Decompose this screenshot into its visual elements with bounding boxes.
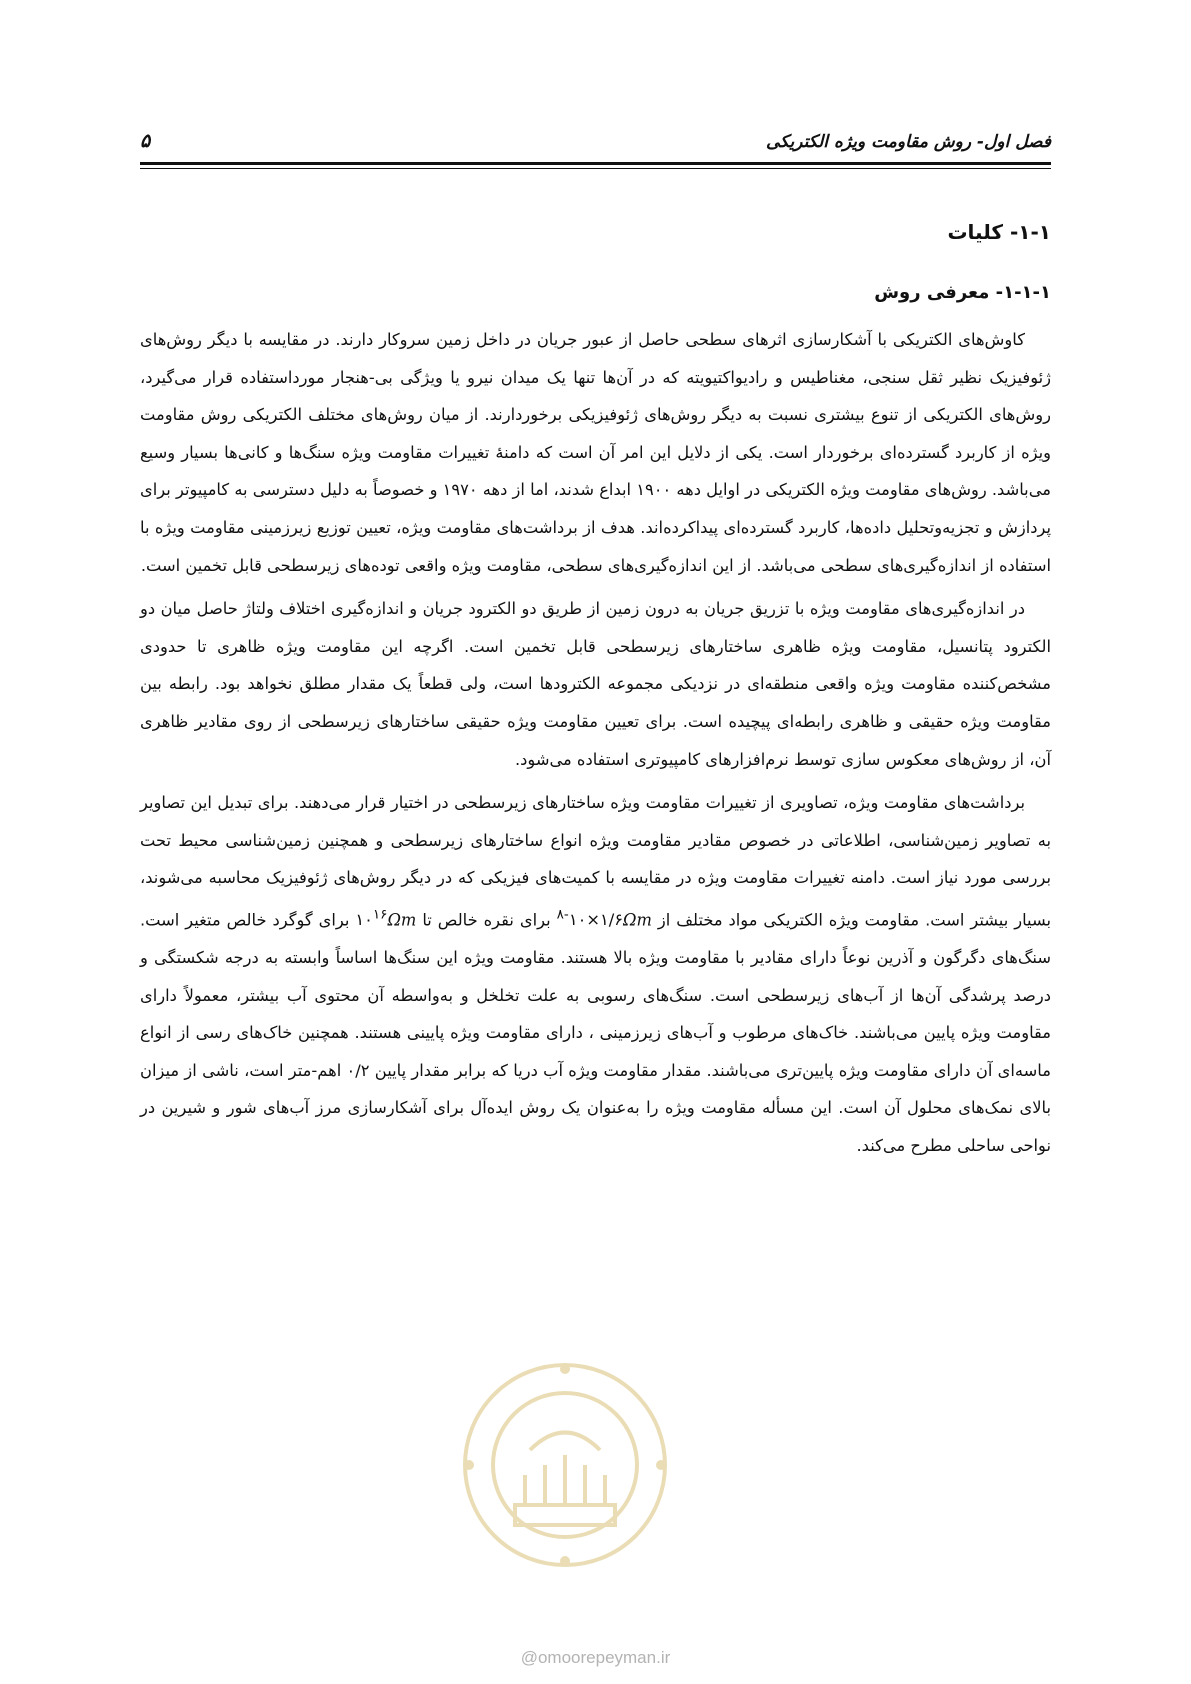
section-heading: ۱-۱- کلیات [947, 220, 1051, 244]
paragraph-2: در اندازه‌گیری‌های مقاومت ویژه با تزریق جریان به درون زمین از طریق دو الکترود جریان و اندازه‌گیری اختلاف ولتاژ حاصل میان دو الکترود پتانسیل، مقاومت ویژه ظاهری ساختارهای زیرسطحی قابل تخمین است. اگرچه این مقاومت ویژه ظاهری تا حدودی مشخص‌کننده مقاومت ویژه واقعی منطقه‌ای در نزدیکی مجموعه الکترودها است، ولی قطعاً یک مقدار مطلق نخواهد بود. رابطه بین مقاومت ویژه حقیقی و ظاهری رابطه‌ای پیچیده است. برای تعیین مقاومت ویژه حقیقی ساختارهای زیرسطحی از روی مقادیر ظاهری آن، از روش‌های معکوس سازی توسط نرم‌افزارهای کامپیوتری استفاده می‌شود. [140, 599, 1051, 769]
paragraph-3-text-a: برداشت‌های مقاومت ویژه، تصاویری از تغییرات مقاومت ویژه ساختارهای زیرسطحی در اختیار قرار می‌دهند. برای تبدیل این تصاویر به تصاویر زمین‌شناسی، اطلاعاتی در خصوص مقادیر مقاومت ویژه انواع ساختارهای زیرسطحی و همچنین زمین‌شناسی محیط تحت بررسی مورد نیاز است. دامنه تغییرات مقاومت ویژه در مقایسه با کمیت‌های فیزیکی که در دیگر روش‌های ژئوفیزیک محاسبه می‌شوند، بسیار بیشتر است. مقاومت ویژه الکتریکی مواد مختلف از [140, 793, 1051, 930]
value-silver-mantissa: ۱/۶×۱۰ [568, 910, 623, 930]
watermark-url: @omoorepeyman.ir [520, 1648, 671, 1667]
value-silver [556, 906, 623, 930]
body-content [140, 210, 1051, 1164]
paragraph-3 [140, 784, 1051, 1164]
paragraph-3-text-c: برای گوگرد خالص متغیر است. سنگ‌های دگرگون و آذرین نوعاً دارای مقادیر با مقاومت ویژه بالا هستند. مقاومت ویژه این سنگ‌ها اساساً وابسته به درجه شکستگی و درصد پرشدگی آن‌ها از آب‌های زیرسطحی است. سنگ‌های رسوبی به علت تخلخل و به‌واسطه آن محتوی آب بیشتر، معمولاً دارای مقاومت ویژه پایین می‌باشند. خاک‌های مرطوب و آب‌های زیرزمینی ، دارای مقاومت ویژه پایینی هستند. همچنین خاک‌های رسی از انواع ماسه‌ای آن دارای مقاومت ویژه پایین‌تری می‌باشند. مقدار مقاومت ویژه آب دریا که برابر مقدار پایین ۰/۲ اهم-متر است، ناشی از میزان بالای نمک‌های محلول آن است. این مسأله مقاومت ویژه را به‌عنوان یک روش ایده‌آل برای آشکارسازی مرز آب‌های شور و شیرین در نواحی ساحلی مطرح می‌کند. [140, 910, 1051, 1155]
page-number: ۵ [140, 130, 151, 152]
header-rule-thick [140, 162, 1051, 165]
header-rule-thin [140, 168, 1051, 169]
value-silver-exponent: -۸ [556, 906, 569, 923]
subsection-heading: ۱-۱-۱- معرفی روش [874, 282, 1051, 303]
ohm-unit-1: Ωm [622, 910, 652, 930]
running-header [140, 128, 1051, 158]
paragraph-1: کاوش‌های الکتریکی با آشکارسازی اثرهای سطحی حاصل از عبور جریان در داخل زمین سروکار دارند. در مقایسه با دیگر روش‌های ژئوفیزیک نظیر ثقل سنجی، مغناطیس و رادیواکتیویته که در آن‌ها تنها یک میدان نیرو یا ویژگی بی-هنجار مورداستفاده قرار می‌گیرد، روش‌های الکتریکی از تنوع بیشتری نسبت به دیگر روش‌های ژئوفیزیکی برخوردارند. از میان روش‌های مختلف الکتریکی روش مقاومت ویژه از کاربرد گسترده‌ای برخوردار است. یکی از دلایل این امر آن است که دامنهٔ تغییرات مقاومت ویژه سنگ‌ها و کانی‌ها بسیار وسیع می‌باشد. روش‌های مقاومت ویژه الکتریکی در اوایل دهه ۱۹۰۰ ابداع شدند، اما از دهه ۱۹۷۰ و خصوصاً به دلیل دسترسی به کامپیوتر برای پردازش و تجزیه‌وتحلیل داده‌ها، کاربرد گسترده‌ای پیداکرده‌اند. هدف از برداشت‌های مقاومت ویژه، تعیین توزیع زیرزمینی مقاومت ویژه با استفاده از اندازه‌گیری‌های سطحی می‌باشد. از این اندازه‌گیری‌های سطحی، مقاومت ویژه واقعی توده‌های زیرسطحی قابل تخمین است. [140, 330, 1052, 575]
value-sulfur-exponent: ۱۶ [372, 906, 388, 923]
ohm-unit-2: Ωm [387, 910, 417, 930]
chapter-title: فصل اول- روش مقاومت ویژه الکتریکی [765, 132, 1051, 152]
publisher-seal-icon [455, 1355, 675, 1575]
paragraph-3-text-b: برای نقره خالص تا [416, 910, 557, 930]
value-sulfur-base: ۱۰ [355, 910, 373, 930]
value-sulfur [355, 906, 388, 930]
